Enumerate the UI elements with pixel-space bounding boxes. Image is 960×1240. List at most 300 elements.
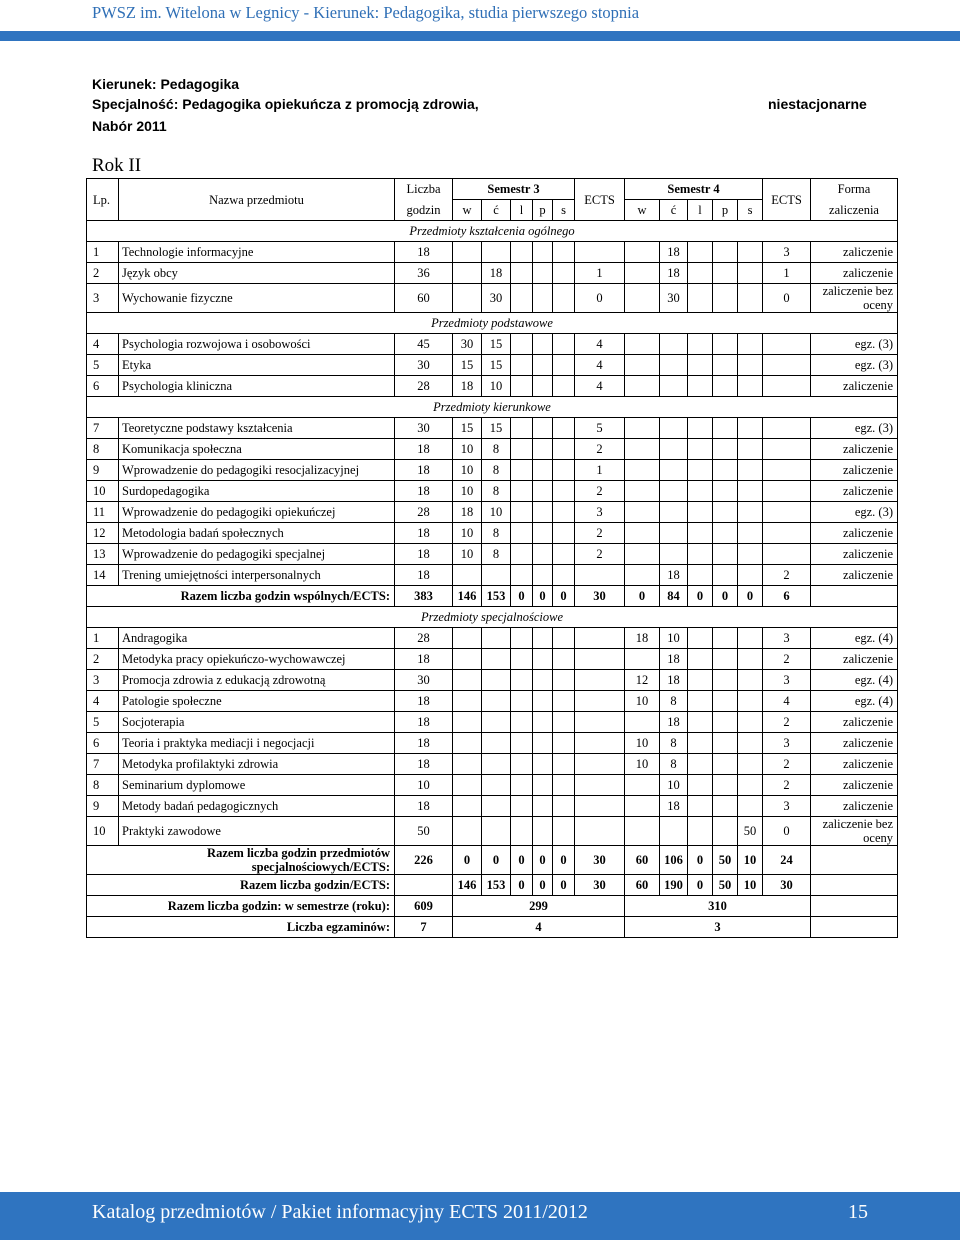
sem4-hours-cell: [625, 460, 660, 481]
header-l: l: [688, 200, 713, 221]
sem3-hours-cell: [553, 355, 575, 376]
summary-value: 0: [688, 586, 713, 607]
summary-year-value: 609: [395, 896, 453, 917]
sem3-hours-cell: [482, 796, 511, 817]
sem3-hours-cell: [553, 817, 575, 846]
subject-lp: 5: [87, 355, 119, 376]
subject-hours: 18: [395, 796, 453, 817]
subject-forma: zaliczenie: [811, 544, 898, 565]
summary-row: [87, 917, 898, 938]
sem3-hours-cell: [511, 284, 533, 313]
subject-name: Metodologia badań społecznych: [119, 523, 395, 544]
sem3-hours-cell: [511, 775, 533, 796]
sem3-hours-cell: [511, 418, 533, 439]
subject-lp: 9: [87, 460, 119, 481]
summary-value: 60: [625, 846, 660, 875]
table-row: [87, 460, 898, 481]
sem4-hours-cell: [738, 628, 763, 649]
subject-forma: zaliczenie: [811, 796, 898, 817]
sem4-hours-cell: [713, 544, 738, 565]
header-s: s: [738, 200, 763, 221]
sem3-hours-cell: [453, 712, 482, 733]
section-title: Przedmioty kształcenia ogólnego: [87, 221, 898, 242]
table-row: [87, 565, 898, 586]
sem4-hours-cell: [713, 649, 738, 670]
summary-value: 146: [453, 586, 482, 607]
subject-name: Teoretyczne podstawy kształcenia: [119, 418, 395, 439]
table-row: [87, 649, 898, 670]
sem3-hours-cell: [511, 670, 533, 691]
summary-value: 0: [533, 846, 553, 875]
sem4-hours-cell: [625, 284, 660, 313]
sem4-hours-cell: 18: [660, 242, 688, 263]
table-row: [87, 796, 898, 817]
sem3-hours-cell: [533, 754, 553, 775]
table-row: [87, 670, 898, 691]
table-row: [87, 242, 898, 263]
sem3-hours-cell: 30: [453, 334, 482, 355]
sem3-hours-cell: 10: [482, 502, 511, 523]
subject-name: Seminarium dyplomowe: [119, 775, 395, 796]
sem4-hours-cell: [688, 691, 713, 712]
sem3-hours-cell: [553, 733, 575, 754]
summary-sem4-value: 3: [625, 917, 811, 938]
subject-lp: 14: [87, 565, 119, 586]
sem3-hours-cell: [511, 754, 533, 775]
sem4-hours-cell: [660, 817, 688, 846]
summary-value: 0: [713, 586, 738, 607]
subject-hours: 18: [395, 565, 453, 586]
summary-value: 50: [713, 875, 738, 896]
summary-value: 190: [660, 875, 688, 896]
sem3-hours-cell: [533, 565, 553, 586]
sem3-hours-cell: [533, 242, 553, 263]
sem4-hours-cell: [738, 376, 763, 397]
sem3-hours-cell: [533, 481, 553, 502]
sem4-hours-cell: [738, 523, 763, 544]
subject-forma: zaliczenie: [811, 439, 898, 460]
sem4-hours-cell: [738, 334, 763, 355]
summary-year-value: 7: [395, 917, 453, 938]
sem3-ects: [575, 712, 625, 733]
subject-name: Andragogika: [119, 628, 395, 649]
specjalnosc-label: Specjalność: Pedagogika opiekuńcza z promocją zdrowia,: [92, 96, 479, 112]
page-header-title: PWSZ im. Witelona w Legnicy - Kierunek: Pedagogika, studia pierwszego stopnia: [92, 3, 640, 22]
table-row: [87, 376, 898, 397]
summary-value: 0: [533, 586, 553, 607]
sem3-hours-cell: [511, 242, 533, 263]
sem3-ects: 2: [575, 481, 625, 502]
subject-hours: 28: [395, 628, 453, 649]
sem3-ects: 2: [575, 523, 625, 544]
summary-sem3-value: 299: [453, 896, 625, 917]
subject-hours: 18: [395, 523, 453, 544]
summary-value: 0: [482, 846, 511, 875]
sem4-hours-cell: [738, 691, 763, 712]
sem4-ects: 4: [763, 691, 811, 712]
subject-hours: 10: [395, 775, 453, 796]
sem4-hours-cell: 8: [660, 754, 688, 775]
sem3-ects: [575, 649, 625, 670]
sem4-hours-cell: 18: [660, 565, 688, 586]
subject-lp: 1: [87, 242, 119, 263]
sem4-ects: 1: [763, 263, 811, 284]
sem3-hours-cell: [511, 712, 533, 733]
summary-value: 60: [625, 875, 660, 896]
table-row: [87, 691, 898, 712]
sem3-hours-cell: 8: [482, 460, 511, 481]
subject-hours: 50: [395, 817, 453, 846]
sem4-hours-cell: [625, 649, 660, 670]
sem4-hours-cell: 18: [660, 712, 688, 733]
sem3-ects: [575, 670, 625, 691]
sem4-hours-cell: [713, 242, 738, 263]
header-s: s: [553, 200, 575, 221]
subject-name: Promocja zdrowia z edukacją zdrowotną: [119, 670, 395, 691]
sem4-hours-cell: [625, 439, 660, 460]
subject-lp: 3: [87, 670, 119, 691]
subject-forma: zaliczenie: [811, 775, 898, 796]
sem3-hours-cell: [511, 817, 533, 846]
subject-hours: 18: [395, 712, 453, 733]
sem4-hours-cell: [688, 502, 713, 523]
summary-value: 0: [511, 846, 533, 875]
table-row: [87, 775, 898, 796]
subject-forma: zaliczenie: [811, 754, 898, 775]
sem4-hours-cell: [625, 565, 660, 586]
header-godzin: godzin: [395, 200, 453, 221]
kierunek-label: Kierunek: Pedagogika: [92, 76, 240, 92]
sem4-hours-cell: [660, 376, 688, 397]
subject-forma: zaliczenie: [811, 712, 898, 733]
summary-blank: [811, 917, 898, 938]
sem4-hours-cell: [738, 439, 763, 460]
sem3-ects: [575, 796, 625, 817]
sem3-hours-cell: [553, 242, 575, 263]
subject-forma: zaliczenie: [811, 376, 898, 397]
subject-forma: zaliczenie: [811, 523, 898, 544]
sem3-hours-cell: [553, 775, 575, 796]
sem3-ects: 1: [575, 460, 625, 481]
sem3-hours-cell: [511, 263, 533, 284]
sem4-hours-cell: [713, 502, 738, 523]
sem3-hours-cell: [533, 649, 553, 670]
sem4-hours-cell: 10: [660, 628, 688, 649]
sem4-hours-cell: [688, 460, 713, 481]
sem3-hours-cell: [553, 418, 575, 439]
subject-lp: 7: [87, 754, 119, 775]
sem4-hours-cell: [713, 376, 738, 397]
sem3-hours-cell: 8: [482, 481, 511, 502]
sem4-hours-cell: [738, 670, 763, 691]
sem3-hours-cell: 15: [453, 355, 482, 376]
sem4-hours-cell: 10: [660, 775, 688, 796]
sem4-hours-cell: 18: [660, 263, 688, 284]
sem3-hours-cell: [533, 628, 553, 649]
sem3-hours-cell: [533, 376, 553, 397]
sem4-hours-cell: [660, 334, 688, 355]
rok-label: Rok II: [92, 155, 142, 176]
subject-forma: egz. (4): [811, 691, 898, 712]
subject-name: Metody badań pedagogicznych: [119, 796, 395, 817]
sem4-hours-cell: [713, 754, 738, 775]
summary-label: Razem liczba godzin przedmiotów specjalnościowych/ECTS:: [87, 846, 395, 875]
sem3-ects: 2: [575, 439, 625, 460]
subject-name: Patologie społeczne: [119, 691, 395, 712]
sem3-hours-cell: [533, 284, 553, 313]
sem4-hours-cell: [625, 523, 660, 544]
table-row: [87, 263, 898, 284]
sem3-hours-cell: [553, 460, 575, 481]
sem4-ects: 2: [763, 649, 811, 670]
sem4-hours-cell: [688, 334, 713, 355]
sem4-hours-cell: [713, 670, 738, 691]
sem4-hours-cell: [625, 334, 660, 355]
header-zaliczenia: zaliczenia: [811, 200, 898, 221]
sem4-ects: 3: [763, 733, 811, 754]
tryb-label: niestacjonarne: [768, 96, 867, 112]
sem4-hours-cell: [713, 355, 738, 376]
sem4-hours-cell: 12: [625, 670, 660, 691]
sem3-hours-cell: [533, 670, 553, 691]
sem3-hours-cell: [511, 649, 533, 670]
subject-forma: egz. (4): [811, 670, 898, 691]
sem3-hours-cell: [511, 544, 533, 565]
sem3-hours-cell: [482, 691, 511, 712]
sem3-hours-cell: [553, 481, 575, 502]
table-row: [87, 544, 898, 565]
sem4-hours-cell: [625, 775, 660, 796]
sem3-hours-cell: [511, 733, 533, 754]
subject-lp: 2: [87, 649, 119, 670]
sem4-hours-cell: [688, 649, 713, 670]
subject-name: Teoria i praktyka mediacji i negocjacji: [119, 733, 395, 754]
summary-value: 0: [738, 586, 763, 607]
sem4-hours-cell: 50: [738, 817, 763, 846]
sem4-ects: [763, 334, 811, 355]
subject-name: Psychologia rozwojowa i osobowości: [119, 334, 395, 355]
subject-hours: 45: [395, 334, 453, 355]
sem3-hours-cell: [453, 649, 482, 670]
subject-lp: 1: [87, 628, 119, 649]
sem3-hours-cell: [553, 670, 575, 691]
sem3-hours-cell: [482, 670, 511, 691]
sem4-hours-cell: [688, 796, 713, 817]
sem4-ects: 3: [763, 628, 811, 649]
sem3-hours-cell: [511, 628, 533, 649]
sem4-hours-cell: [688, 523, 713, 544]
summary-label: Razem liczba godzin/ECTS:: [87, 875, 395, 896]
sem3-hours-cell: [453, 691, 482, 712]
sem4-hours-cell: [738, 775, 763, 796]
sem3-hours-cell: [553, 284, 575, 313]
sem4-ects: [763, 460, 811, 481]
sem3-ects: [575, 733, 625, 754]
summary-row: [87, 846, 898, 875]
sem3-hours-cell: [453, 733, 482, 754]
sem4-ects: [763, 355, 811, 376]
sem3-hours-cell: [453, 775, 482, 796]
header-lp: Lp.: [87, 179, 119, 221]
summary-label: Razem liczba godzin wspólnych/ECTS:: [87, 586, 395, 607]
sem4-hours-cell: 18: [625, 628, 660, 649]
subject-hours: 18: [395, 691, 453, 712]
subject-forma: zaliczenie: [811, 460, 898, 481]
sem4-hours-cell: [738, 502, 763, 523]
sem3-hours-cell: [533, 263, 553, 284]
subject-hours: 28: [395, 502, 453, 523]
sem4-ects: 3: [763, 670, 811, 691]
sem3-ects: [575, 242, 625, 263]
subject-forma: zaliczenie: [811, 481, 898, 502]
sem4-hours-cell: 30: [660, 284, 688, 313]
sem4-ects: [763, 376, 811, 397]
table-row: [87, 439, 898, 460]
sem4-hours-cell: [688, 733, 713, 754]
sem4-hours-cell: [625, 817, 660, 846]
header-w: w: [453, 200, 482, 221]
sem4-hours-cell: [738, 263, 763, 284]
summary-value: 24: [763, 846, 811, 875]
header-liczba: Liczba: [395, 179, 453, 200]
sem3-hours-cell: 10: [482, 376, 511, 397]
sem3-ects: 3: [575, 502, 625, 523]
header-w: w: [625, 200, 660, 221]
subject-hours: 36: [395, 263, 453, 284]
sem4-ects: [763, 523, 811, 544]
summary-value: 0: [453, 846, 482, 875]
sem3-hours-cell: [553, 649, 575, 670]
header-nazwa: Nazwa przedmiotu: [119, 179, 395, 221]
subject-name: Metodyka pracy opiekuńczo-wychowawczej: [119, 649, 395, 670]
sem4-hours-cell: [713, 691, 738, 712]
sem4-hours-cell: [713, 817, 738, 846]
summary-value: 0: [511, 586, 533, 607]
subject-hours: 18: [395, 649, 453, 670]
subject-name: Psychologia kliniczna: [119, 376, 395, 397]
sem3-hours-cell: [533, 544, 553, 565]
subject-hours: 18: [395, 481, 453, 502]
sem4-hours-cell: [625, 544, 660, 565]
subject-forma: egz. (3): [811, 418, 898, 439]
sem4-hours-cell: [688, 565, 713, 586]
sem3-hours-cell: [533, 355, 553, 376]
subject-lp: 10: [87, 817, 119, 846]
subject-lp: 9: [87, 796, 119, 817]
header-l: l: [511, 200, 533, 221]
sem4-hours-cell: [625, 376, 660, 397]
sem3-hours-cell: 10: [453, 439, 482, 460]
table-row: [87, 481, 898, 502]
sem3-ects: 4: [575, 355, 625, 376]
sem3-hours-cell: [511, 796, 533, 817]
header-p: p: [713, 200, 738, 221]
sem4-ects: [763, 481, 811, 502]
sem4-hours-cell: [738, 649, 763, 670]
summary-value: 50: [713, 846, 738, 875]
sem4-hours-cell: [713, 565, 738, 586]
subject-lp: 10: [87, 481, 119, 502]
subject-name: Wychowanie fizyczne: [119, 284, 395, 313]
sem3-hours-cell: [533, 439, 553, 460]
sem3-hours-cell: [553, 796, 575, 817]
sem4-hours-cell: [688, 481, 713, 502]
sem4-hours-cell: [688, 439, 713, 460]
header-c: ć: [660, 200, 688, 221]
subject-name: Trening umiejętności interpersonalnych: [119, 565, 395, 586]
section-title: Przedmioty kierunkowe: [87, 397, 898, 418]
section-title: Przedmioty podstawowe: [87, 313, 898, 334]
sem4-hours-cell: [688, 817, 713, 846]
sem4-hours-cell: [625, 242, 660, 263]
sem4-hours-cell: [738, 460, 763, 481]
sem4-hours-cell: [738, 481, 763, 502]
sem3-hours-cell: [511, 523, 533, 544]
section-title: Przedmioty specjalnościowe: [87, 607, 898, 628]
sem4-hours-cell: 18: [660, 649, 688, 670]
sem3-hours-cell: [553, 263, 575, 284]
sem3-ects: 4: [575, 376, 625, 397]
subject-lp: 4: [87, 334, 119, 355]
subject-hours: 30: [395, 418, 453, 439]
sem4-hours-cell: [713, 460, 738, 481]
sem3-hours-cell: [453, 817, 482, 846]
sem3-hours-cell: 8: [482, 439, 511, 460]
sem3-hours-cell: [482, 628, 511, 649]
sem4-ects: 2: [763, 775, 811, 796]
table-row: [87, 733, 898, 754]
sem4-hours-cell: [713, 481, 738, 502]
summary-blank: [811, 846, 898, 875]
sem3-hours-cell: [533, 712, 553, 733]
summary-value: 30: [575, 586, 625, 607]
summary-value: 30: [575, 846, 625, 875]
sem3-hours-cell: [453, 670, 482, 691]
sem3-hours-cell: [453, 263, 482, 284]
subject-forma: egz. (4): [811, 628, 898, 649]
sem4-hours-cell: 8: [660, 691, 688, 712]
sem3-hours-cell: [453, 242, 482, 263]
table-row: [87, 334, 898, 355]
sem4-hours-cell: [713, 796, 738, 817]
sem3-hours-cell: [533, 817, 553, 846]
subject-forma: zaliczenie bez oceny: [811, 284, 898, 313]
sem3-hours-cell: [553, 502, 575, 523]
sem4-hours-cell: [713, 263, 738, 284]
sem4-hours-cell: [625, 502, 660, 523]
sem3-hours-cell: [511, 334, 533, 355]
sem3-hours-cell: [553, 691, 575, 712]
nabor-label: Nabór 2011: [92, 118, 167, 134]
sem3-hours-cell: [453, 754, 482, 775]
sem3-hours-cell: 18: [453, 376, 482, 397]
subject-forma: egz. (3): [811, 502, 898, 523]
sem3-hours-cell: [533, 691, 553, 712]
sem4-hours-cell: [738, 712, 763, 733]
sem3-hours-cell: [453, 565, 482, 586]
sem4-hours-cell: [625, 481, 660, 502]
sem3-hours-cell: [533, 334, 553, 355]
sem3-hours-cell: [453, 284, 482, 313]
subject-hours: 18: [395, 439, 453, 460]
summary-value: 10: [738, 846, 763, 875]
sem4-hours-cell: [738, 418, 763, 439]
subject-name: Komunikacja społeczna: [119, 439, 395, 460]
sem3-hours-cell: 10: [453, 460, 482, 481]
sem4-hours-cell: [688, 418, 713, 439]
subject-lp: 8: [87, 775, 119, 796]
sem4-hours-cell: [688, 628, 713, 649]
